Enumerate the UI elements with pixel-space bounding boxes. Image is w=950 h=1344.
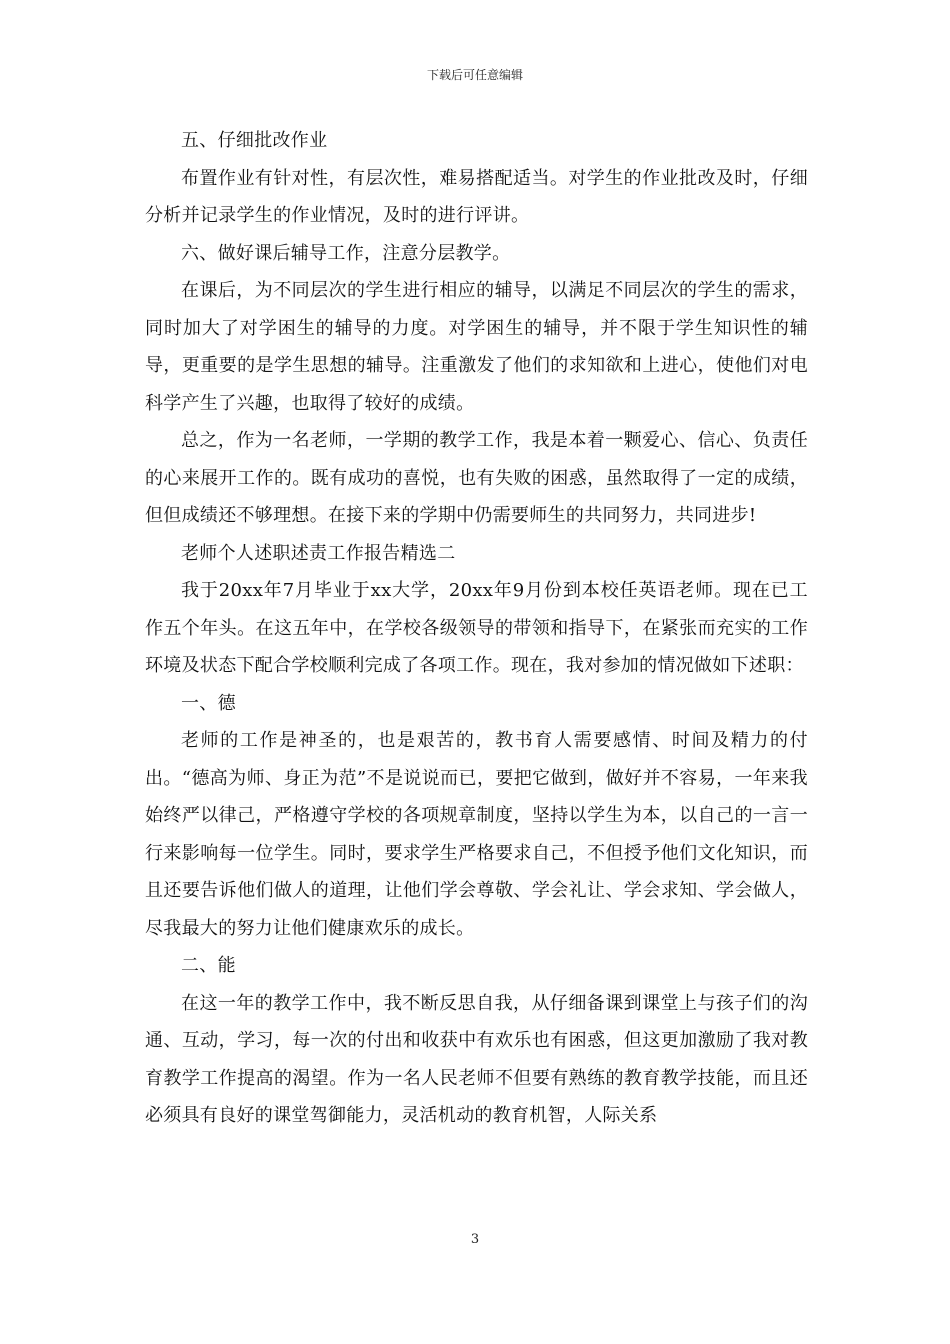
paragraph: 在课后，为不同层次的学生进行相应的辅导，以满足不同层次的学生的需求，同时加大了对学困生的辅导的力度。对学困生的辅导，并不限于学生知识性的辅导，更重要的是学生思想的辅导。注重激发了他们的求知欲和上进心，使他们对电科学产生了兴趣，也取得了较好的成绩。 bbox=[145, 280, 808, 414]
paragraph: 布置作业有针对性，有层次性，难易搭配适当。对学生的作业批改及时，仔细分析并记录学生的作业情况，及时的进行评讲。 bbox=[145, 167, 808, 226]
header-note: 下载后可任意编辑 bbox=[426, 68, 523, 82]
document-body bbox=[145, 122, 808, 1135]
section-heading-de: 一、德 bbox=[181, 692, 236, 714]
page-number: 3 bbox=[470, 1232, 480, 1247]
section-heading-5: 五、仔细批改作业 bbox=[181, 130, 328, 151]
paragraph: 总之，作为一名老师，一学期的教学工作，我是本着一颗爱心、信心、负责任的心来展开工作的。既有成功的喜悦，也有失败的困惑，虽然取得了一定的成绩，但但成绩还不够理想。在接下来的学期中仍需要师生的共同努力，共同进步! bbox=[145, 430, 808, 526]
paragraph: 老师的工作是神圣的，也是艰苦的，教书育人需要感情、时间及精力的付出。“德高为师、身正为范”不是说说而已，要把它做到，做好并不容易，一年来我始终严以律己，严格遵守学校的各项规章制度，坚持以学生为本，以自己的一言一行来影响每一位学生。同时，要求学生严格要求自己，不但授予他们文化知识，而且还要告诉他们做人的道理，让他们学会尊敬、学会礼让、学会求知、学会做人，尽我最大的努力让他们健康欢乐的成长。 bbox=[145, 730, 808, 939]
section-heading-neng: 二、能 bbox=[181, 955, 236, 976]
section-heading-6: 六、做好课后辅导工作，注意分层教学。 bbox=[181, 242, 511, 264]
paragraph: 我于20xx年7月毕业于xx大学，20xx年9月份到本校任英语老师。现在已工作五个年头。在这五年中，在学校各级领导的带领和指导下，在紧张而充实的工作环境及状态下配合学校顺利完成了各项工作。现在，我对参加的情况做如下述职： bbox=[145, 580, 808, 676]
paragraph: 在这一年的教学工作中，我不断反思自我，从仔细备课到课堂上与孩子们的沟通、互动，学习，每一次的付出和收获中有欢乐也有困惑，但这更加激励了我对教育教学工作提高的渴望。作为一名人民老师不但要有熟练的教育教学技能，而且还必须具有良好的课堂驾御能力，灵活机动的教育机智，人际关系 bbox=[145, 992, 808, 1126]
report-title: 老师个人述职述责工作报告精选二 bbox=[181, 542, 456, 564]
